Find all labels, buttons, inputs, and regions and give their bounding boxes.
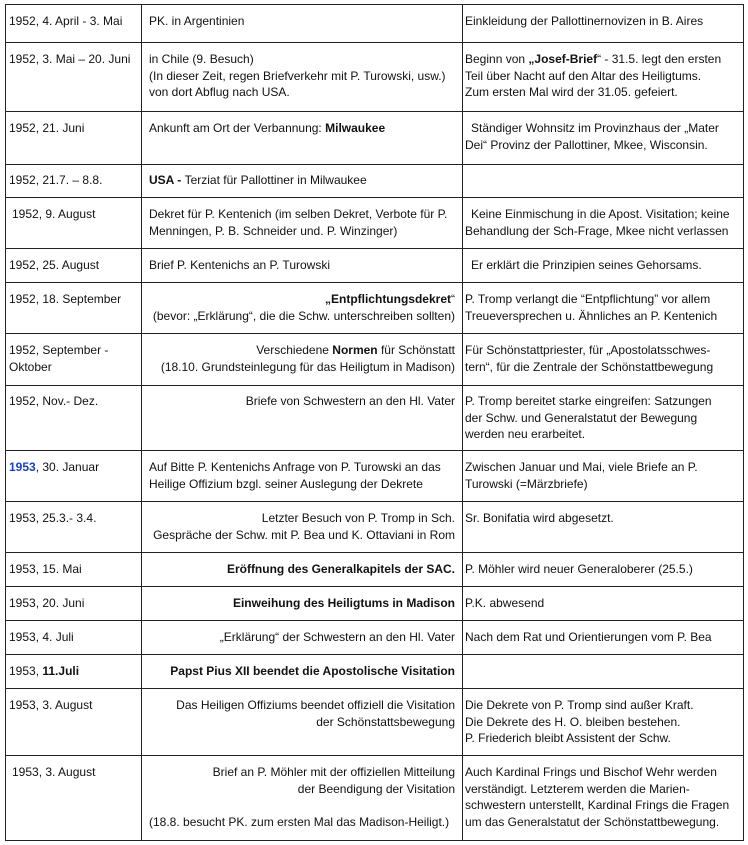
event-cell: Papst Pius XII beendet die Apostolische Visitation <box>170 664 455 678</box>
row-divider <box>5 4 744 5</box>
note-cell: Keine Einmischung in die Apost. Visitation; keine Behandlung der Sch-Frage, Mkee nicht verlassen <box>465 207 730 238</box>
row-divider <box>5 654 744 655</box>
note-cell: P. Tromp verlangt die “Entpflichtung” vor allem Treueversprechen u. Ähnliches an P. Kentenich <box>465 292 718 323</box>
date-cell: 1953, 25.3.- 3.4. <box>9 511 97 525</box>
note-cell: Er erklärt die Prinzipien seines Gehorsams. <box>471 258 702 272</box>
date-cell: 1952, September - Oktober <box>9 343 109 374</box>
row-divider <box>5 840 744 841</box>
row-divider <box>5 42 744 43</box>
note-cell: Zwischen Januar und Mai, viele Briefe an P. Turowski (=Märzbriefe) <box>465 460 698 491</box>
event-cell: Das Heiligen Offiziums beendet offiziell die Visitation der Schönstattsbewegung <box>176 698 455 729</box>
date-cell: 1953, 11.Juli <box>9 664 80 678</box>
column-divider <box>141 4 142 840</box>
column-divider <box>743 4 744 840</box>
note-cell: Nach dem Rat und Orientierungen vom P. Bea <box>465 630 712 644</box>
date-cell: 1952, 25. August <box>9 258 100 272</box>
event-cell: USA - Terziat für Pallottiner in Milwaukee <box>149 173 367 187</box>
row-divider <box>5 111 744 112</box>
column-divider <box>5 4 6 840</box>
event-cell: Eröffnung des Generalkapitels der SAC. <box>226 562 455 576</box>
note-cell: P. Tromp bereitet starke eingreifen: Satzungen der Schw. und Generalstatut der Bewegung werden neu erarbeitet. <box>465 394 712 441</box>
date-cell: 1952, Nov.- Dez. <box>9 394 99 408</box>
row-divider <box>5 586 744 587</box>
row-divider <box>5 282 744 283</box>
date-cell: 1952, 9. August <box>12 207 96 221</box>
row-divider <box>5 688 744 689</box>
date-cell: 1952, 3. Mai – 20. Juni <box>9 52 131 66</box>
event-cell: „Entpflichtungsdekret“ (bevor: „Erklärung“, die die Schw. unterschreiben sollten) <box>152 292 455 323</box>
event-cell: Einweihung des Heiligtums in Madison <box>232 596 455 610</box>
note-cell: Für Schönstattpriester, für „Apostolatsschwes- tern“, für die Zentrale der Schönstattbewegung <box>465 343 714 374</box>
note-cell: P. Möhler wird neuer Generaloberer (25.5.) <box>465 562 693 576</box>
column-divider <box>462 4 463 840</box>
note-cell: P.K. abwesend <box>465 596 545 610</box>
event-cell: Ankunft am Ort der Verbannung: Milwaukee <box>149 121 386 135</box>
note-cell: Die Dekrete von P. Tromp sind außer Kraft. Die Dekrete des H. O. bleiben bestehen. P. Friederich bleibt Assistent der Schw. <box>465 698 694 745</box>
note-cell: Einkleidung der Pallottinernovizen in B. Aires <box>465 14 704 28</box>
event-cell: Dekret für P. Kentenich (im selben Dekret, Verbote für P. Menningen, P. B. Schneider und. P. Winzinger) <box>149 207 448 238</box>
note-cell: Sr. Bonifatia wird abgesetzt. <box>465 511 614 525</box>
row-divider <box>5 450 744 451</box>
note-cell: Ständiger Wohnsitz im Provinzhaus der „Mater Dei“ Provinz der Pallottiner, Mkee, Wisconsin. <box>465 121 719 152</box>
date-cell: 1952, 21. Juni <box>9 121 85 135</box>
note-cell: Beginn von „Josef-Brief“ - 31.5. legt den ersten Teil über Nacht auf den Altar des Heiligtums. Zum ersten Mal wird der 31.05. gefeiert. <box>465 52 722 99</box>
event-cell: „Erklärung“ der Schwestern an den Hl. Vater <box>219 630 455 644</box>
row-divider <box>5 385 744 386</box>
row-divider <box>5 333 744 334</box>
event-cell: Verschiedene Normen für Schönstatt (18.10. Grundsteinlegung für das Heiligtum in Madison) <box>160 343 455 374</box>
row-divider <box>5 164 744 165</box>
row-divider <box>5 552 744 553</box>
row-divider <box>5 197 744 198</box>
row-divider <box>5 248 744 249</box>
row-divider <box>5 755 744 756</box>
date-cell: 1953, 4. Juli <box>9 630 74 644</box>
event-cell: PK. in Argentinien <box>149 14 245 28</box>
date-cell: 1953, 15. Mai <box>9 562 82 576</box>
date-cell: 1953, 3. August <box>12 765 96 779</box>
date-cell: 1952, 18. September <box>9 292 122 306</box>
event-cell: Brief an P. Möhler mit der offiziellen Mitteilung der Beendigung der Visitation (18.8. besucht PK. zum ersten Mal das Madison-Heiligt.) <box>149 765 455 829</box>
event-cell: in Chile (9. Besuch) (In dieser Zeit, regen Briefverkehr mit P. Turowski, usw.) von dort Abflug nach USA. <box>149 52 446 99</box>
event-cell: Brief P. Kentenichs an P. Turowski <box>149 258 330 272</box>
date-cell: 1952, 21.7. – 8.8. <box>9 173 103 187</box>
date-cell: 1953, 3. August <box>9 698 93 712</box>
date-cell: 1953, 30. Januar <box>9 460 100 474</box>
event-cell: Letzter Besuch von P. Tromp in Sch. Gespräche der Schw. mit P. Bea und K. Ottaviani in Rom <box>153 511 455 542</box>
row-divider <box>5 501 744 502</box>
event-cell: Auf Bitte P. Kentenichs Anfrage von P. Turowski an das Heilige Offizium bzgl. seiner Auslegung der Dekrete <box>149 460 441 491</box>
row-divider <box>5 620 744 621</box>
event-cell: Briefe von Schwestern an den Hl. Vater <box>245 394 455 408</box>
date-cell: 1952, 4. April - 3. Mai <box>9 14 123 28</box>
note-cell: Auch Kardinal Frings und Bischof Wehr werden verständigt. Letzterem werden die Marien- schwestern unterstellt, Kardinal Frings die Fragen um das Generalstatut der Schönstattbewegung. <box>465 765 730 829</box>
date-cell: 1953, 20. Juni <box>9 596 85 610</box>
